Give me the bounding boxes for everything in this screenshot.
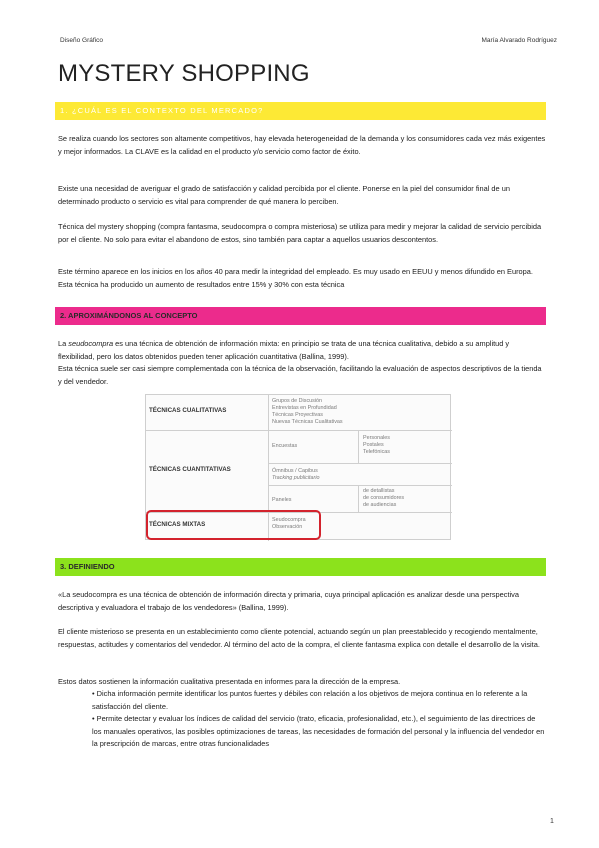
survey-type: Telefónicas: [363, 449, 390, 455]
section-3-heading: 3. DEFINIENDO: [55, 558, 546, 576]
panel-type: de audiencias: [363, 502, 397, 508]
section-3-paragraph-2: El cliente misterioso se presenta en un establecimiento como cliente potencial, actuando según un plan preestablecido y recogiendo mentalmente, respuestas, actitudes y comentarios del vendedor. Al término del acto de la compra, el cliente fantasma explica con detalle el desarrollo de la visita.: [58, 627, 540, 649]
surveys-cell: Encuestas: [272, 443, 298, 449]
seudocompra-term: seudocompra: [68, 339, 114, 348]
section-3-paragraph-3: Estos datos sostienen la información cualitativa presentada en informes para la dirección de la empresa.: [58, 677, 401, 686]
panel-type: de consumidores: [363, 495, 405, 501]
section-3-bullet-1: • Dicha información permite identificar los puntos fuertes y débiles con relación a los objetivos de mejora continua en lo referente a la satisfacción del cliente.: [92, 689, 528, 711]
panel-type: de detallistas: [363, 488, 395, 494]
page-title: MYSTERY SHOPPING: [58, 60, 310, 87]
survey-type: Postales: [363, 442, 384, 448]
qualitative-item: Entrevistas en Profundidad: [272, 405, 337, 411]
techniques-table: [145, 394, 451, 540]
section-1-paragraph-1: Se realiza cuando los sectores son altamente competitivos, hay elevada heterogeneidad de la demanda y los consumidores cada vez más exigentes y mejor informados. La CLAVE es la calidad en el producto y/o servicio como factor de éxito.: [58, 134, 546, 156]
section-1-paragraph-3: Técnica del mystery shopping (compra fantasma, seudocompra o compra misteriosa) se utiliza para medir y mejorar la calidad de servicio percibida por el cliente. No solo para evitar el abandono de estos, sino también para captar a aquellos usuarios descontentos.: [58, 222, 542, 244]
header-author: María Alvarado Rodríguez: [481, 37, 557, 44]
qualitative-item: Técnicas Proyectivas: [272, 412, 323, 418]
qualitative-item: Grupos de Discusión: [272, 398, 323, 404]
section-1-heading: 1. ¿CUÁL ES EL CONTEXTO DEL MERCADO?: [55, 102, 546, 120]
omnibus-cell: Ómnibus / Capibus: [272, 468, 318, 474]
qualitative-item: Nuevas Técnicas Cualitativas: [272, 419, 343, 425]
section-1-paragraph-2: Existe una necesidad de averiguar el grado de satisfacción y calidad percibida por el cliente. Ponerse en la piel del consumidor final de un determinado producto o servicio es vital para comprender de qué manera lo perciben.: [58, 184, 510, 206]
quantitative-label: TÉCNICAS CUANTITATIVAS: [149, 466, 231, 473]
mixed-item: Observación: [272, 524, 303, 530]
mixed-techniques-highlight: [146, 510, 321, 540]
mixed-item: Seudocompra: [272, 517, 306, 523]
mixed-label: TÉCNICAS MIXTAS: [149, 521, 206, 528]
header-course: Diseño Gráfico: [60, 37, 103, 44]
section-3-bullet-2: • Permite detectar y evaluar los índices de calidad del servicio (trato, eficacia, profesionalidad, etc.), el seguimiento de las directrices de los manuales operativos, las posibles optimizaciones de tareas, las necesidades de formación del personal y la influencia del vendedor en la prescripción de marcas, entre otras funcionalidades: [92, 714, 545, 748]
tracking-cell: Tracking publicitario: [272, 475, 320, 481]
section-2-paragraph-2: Esta técnica suele ser casi siempre complementada con la técnica de la observación, facilitando la evaluación de aspectos descriptivos de la tienda y del vendedor.: [58, 364, 542, 386]
section-2-paragraph-1: La seudocompra es una técnica de obtención de información mixta: en principio se trata de una técnica cualitativa, debido a su amplitud y flexibilidad, pero los datos obtenidos pueden tener aplicación cuantitativa (Ballina, 1999).: [58, 339, 510, 361]
qualitative-label: TÉCNICAS CUALITATIVAS: [149, 407, 227, 414]
section-3-paragraph-1: «La seudocompra es una técnica de obtención de información directa y primaria, cuya principal aplicación es analizar desde una perspectiva descriptiva y evaluadora el trabajo de los vendedores» (Ballina, 1999).: [58, 590, 519, 612]
section-1-paragraph-4: Este término aparece en los inicios en los años 40 para medir la integridad del empleado. Es muy usado en EEUU y menos difundido en Europa. Esta técnica ha producido un aumento de resultados entre 15% y 30% con esta técnica: [58, 267, 533, 289]
panels-cell: Paneles: [272, 497, 292, 503]
section-2-heading: 2. APROXIMÁNDONOS AL CONCEPTO: [55, 307, 546, 325]
survey-type: Personales: [363, 435, 390, 441]
page-number: 1: [550, 818, 554, 825]
